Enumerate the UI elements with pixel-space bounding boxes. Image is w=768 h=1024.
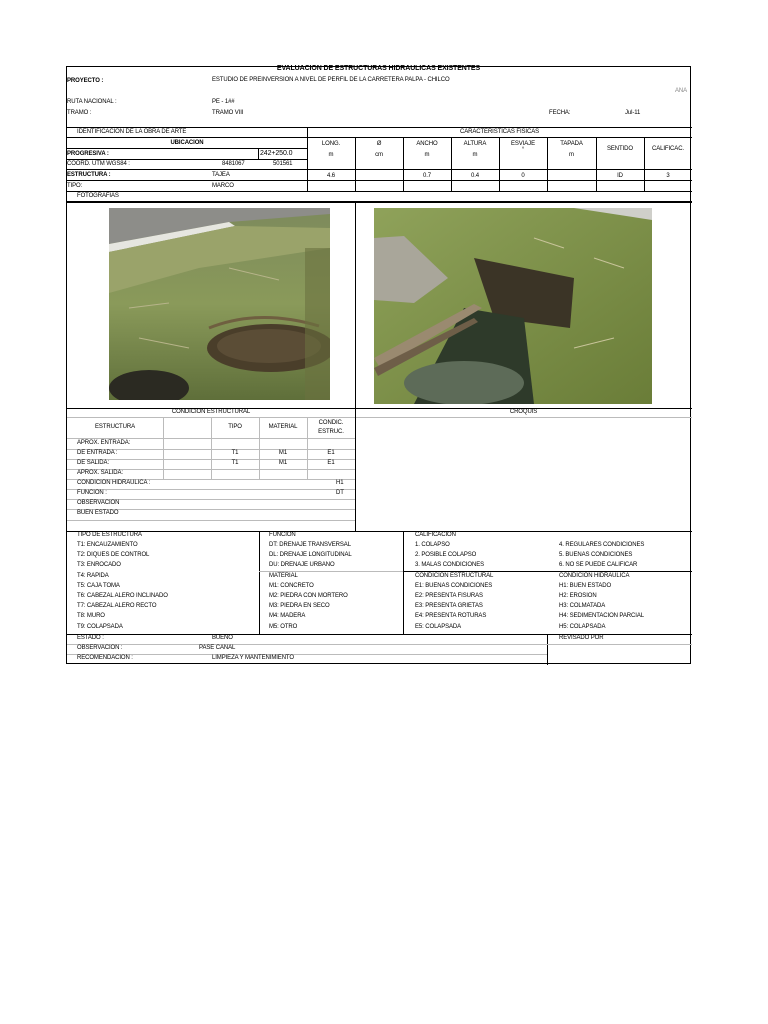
legend-item: T4: RAPIDA xyxy=(77,573,109,579)
legend-item: M4: MADERA xyxy=(269,613,306,619)
legend-item: T3: ENROCADO xyxy=(77,562,121,568)
ce-row-cond: E1 xyxy=(327,460,335,466)
identificacion-title: IDENTIFICACION DE LA OBRA DE ARTE xyxy=(77,129,187,135)
ce-row-label: DE ENTRADA : xyxy=(77,450,118,456)
ce-header-tipo: TIPO xyxy=(228,424,242,430)
coord-n: 501561 xyxy=(273,161,293,167)
col-unit: m xyxy=(424,152,430,158)
estructura-value: TAJEA xyxy=(212,172,230,178)
ce-row-tipo: T1 xyxy=(231,460,239,466)
evaluation-sheet xyxy=(66,66,691,664)
ubicacion-label: UBICACION xyxy=(170,140,204,146)
observacion-footer-value: PASE CANAL xyxy=(199,645,236,651)
col-name: SENTIDO xyxy=(607,146,633,152)
legend-item: M3: PIEDRA EN SECO xyxy=(269,603,330,609)
condicion-estructural-title: CONDICION ESTRUCTURAL xyxy=(171,409,251,415)
legend-item: H1: BUEN ESTADO xyxy=(559,583,612,589)
col-name: LONG. xyxy=(321,141,341,147)
legend-item: E5: COLAPSADA xyxy=(415,624,462,630)
tramo-value: TRAMO VIII xyxy=(212,110,244,116)
legend-item: E4: PRESENTA ROTURAS xyxy=(415,613,487,619)
col-name: TAPADA xyxy=(560,141,583,147)
funcion-label: FUNCION : xyxy=(77,490,107,496)
legend-item: T2: DIQUES DE CONTROL xyxy=(77,552,150,558)
legend-item: 2. POSIBLE COLAPSO xyxy=(415,552,477,558)
legend-item: H4: SEDIMENTACION PARCIAL xyxy=(559,613,644,619)
ruta-value: PE - 1## xyxy=(212,99,235,105)
tramo-label: TRAMO : xyxy=(67,110,92,116)
legend-item: M5: OTRO xyxy=(269,624,298,630)
photo-outlet xyxy=(374,208,652,404)
legend-item: E1: BUENAS CONDICIONES xyxy=(415,583,493,589)
estado-label: ESTADO : xyxy=(77,635,104,641)
col-value: 0.7 xyxy=(422,173,432,179)
legend-item: 5. BUENAS CONDICIONES xyxy=(559,552,633,558)
revisado-label: REVISADO POR xyxy=(559,635,604,641)
col-unit: m xyxy=(569,152,574,158)
col-name: ANCHO xyxy=(416,141,438,147)
legend-item: 1. COLAPSO xyxy=(415,542,450,548)
hidraulica-label: CONDICION HIDRAULICA : xyxy=(77,480,151,486)
ce-row-material: M1 xyxy=(278,450,288,456)
legend-item: DT: DRENAJE TRANSVERSAL xyxy=(269,542,351,548)
observacion-label: OBSERVACION xyxy=(77,500,120,506)
page-title: EVALUACION DE ESTRUCTURAS HIDRAULICAS EXISTENTES xyxy=(276,65,481,72)
col-value: 4.6 xyxy=(326,173,336,179)
legend-item: 3. MALAS CONDICIONES xyxy=(415,562,485,568)
ce-header-condic: CONDIC. xyxy=(318,420,344,426)
ce-row-material: M1 xyxy=(278,460,288,466)
legend-item: DL: DRENAJE LONGITUDINAL xyxy=(269,552,352,558)
col-name: ESVIAJE xyxy=(511,141,535,147)
progresiva-label: PROGRESIVA : xyxy=(67,151,109,157)
ce-row-tipo: T1 xyxy=(231,450,239,456)
material-title: MATERIAL xyxy=(269,573,298,579)
legend-item: T9: COLAPSADA xyxy=(77,624,123,630)
ce-header-material: MATERIAL xyxy=(268,424,298,430)
tipo-label: TIPO: xyxy=(67,183,83,189)
tipo-value: MARCO xyxy=(212,183,234,189)
legend-item: H3: COLMATADA xyxy=(559,603,606,609)
col-unit: m xyxy=(472,152,478,158)
observacion-footer-label: OBSERVACION : xyxy=(77,645,123,651)
ce-row-label: APROX. SALIDA: xyxy=(77,470,123,476)
croquis-label: CROQUIS xyxy=(509,409,538,415)
ce-header-estructura: ESTRUCTURA xyxy=(94,424,135,430)
cond-hidraulica-title: CONDICION HIDRAULICA xyxy=(559,573,630,579)
ce-row-cond: E1 xyxy=(327,450,335,456)
funcion-title: FUNCION xyxy=(269,532,296,538)
legend-item: T7: CABEZAL ALERO RECTO xyxy=(77,603,157,609)
legend-item: H5: COLAPSADA xyxy=(559,624,606,630)
legend-item: DU: DRENAJE URBANO xyxy=(269,562,335,568)
legend-item: E3: PRESENTA GRIETAS xyxy=(415,603,483,609)
calificacion-title: CALIFICACION xyxy=(415,532,456,538)
legend-item: M2: PIEDRA CON MORTERO xyxy=(269,593,348,599)
observacion-value: BUEN ESTADO xyxy=(77,510,119,516)
legend-item: T1: ENCAUZAMIENTO xyxy=(77,542,138,548)
hidraulica-value: H1 xyxy=(336,480,344,486)
legend-item: M1: CONCRETO xyxy=(269,583,314,589)
col-value: 3 xyxy=(666,173,670,179)
col-value: 0 xyxy=(521,173,525,179)
ce-row-label: DE SALIDA: xyxy=(77,460,110,466)
legend-item: T8: MURO xyxy=(77,613,105,619)
coord-label: COORD. UTM WGS84 : xyxy=(67,161,130,167)
col-unit: cm xyxy=(375,152,383,158)
funcion-value: DT xyxy=(336,490,344,496)
coord-e: 8481067 xyxy=(222,161,245,167)
cond-estructural-title: CONDICION ESTRUCTURAL xyxy=(415,573,494,579)
proyecto-value: ESTUDIO DE PREINVERSION A NIVEL DE PERFIL DE LA CARRETERA PALPA - CHILCO xyxy=(212,77,450,83)
legend-item: T5: CAJA TOMA xyxy=(77,583,120,589)
recomendacion-value: LIMPIEZA Y MANTENIMIENTO xyxy=(212,655,294,661)
col-value: ID xyxy=(617,173,623,179)
estado-value: BUENO xyxy=(212,635,233,641)
col-value: 0.4 xyxy=(470,173,480,179)
progresiva-value: 242+250.0 xyxy=(260,150,293,157)
fecha-label: FECHA: xyxy=(549,110,571,116)
fecha-value: Jul-11 xyxy=(625,110,641,116)
caracteristicas-title: CARACTERISTICAS FISICAS xyxy=(459,129,540,135)
photo-inlet xyxy=(109,208,330,400)
legend-item: E2: PRESENTA FISURAS xyxy=(415,593,483,599)
col-name: CALIFICAC. xyxy=(651,146,684,152)
ce-row-label: APROX. ENTRADA: xyxy=(77,440,131,446)
col-unit: m xyxy=(328,152,334,158)
recomendacion-label: RECOMENDACION : xyxy=(77,655,133,661)
legend-item: 4. REGULARES CONDICIONES xyxy=(559,542,645,548)
proyecto-label: PROYECTO : xyxy=(67,78,104,84)
legend-item: 6. NO SE PUEDE CALIFICAR xyxy=(559,562,638,568)
col-unit: ° xyxy=(521,147,525,153)
ce-header-estruc: ESTRUC. xyxy=(318,429,344,435)
col-name: ALTURA xyxy=(463,141,487,147)
tipo-estructura-title: TIPO DE ESTRUCTURA xyxy=(77,532,142,538)
estructura-label: ESTRUCTURA : xyxy=(67,172,111,178)
ruta-label: RUTA NACIONAL : xyxy=(67,99,117,105)
legend-item: H2: EROSION xyxy=(559,593,597,599)
fotografias-label: FOTOGRAFIAS xyxy=(77,193,119,199)
col-name: Ø xyxy=(376,141,382,147)
legend-item: T6: CABEZAL ALERO INCLINADO xyxy=(77,593,168,599)
ana-mark: ANA xyxy=(675,88,688,94)
